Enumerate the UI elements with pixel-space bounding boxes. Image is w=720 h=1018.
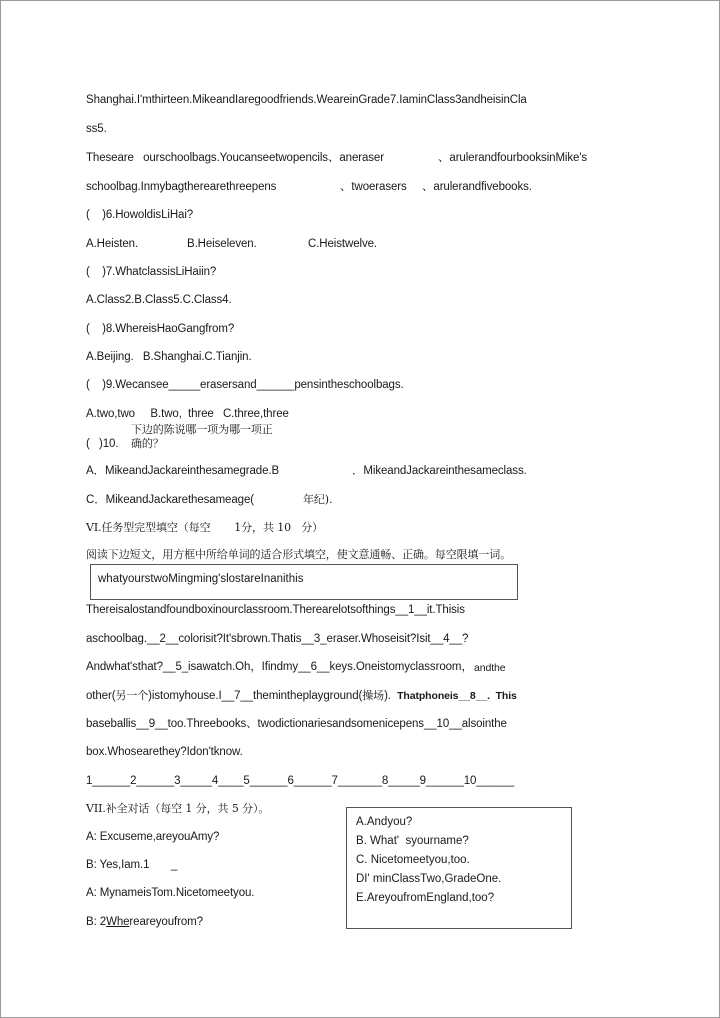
dialogue-line: A: Excuseme,areyouAmy? <box>86 831 220 843</box>
section-7-title: VII.补全对话（每空 1 分，共 5 分）。 <box>86 802 270 815</box>
question-10-text: 下边的陈说哪一项为哪一项正 <box>131 423 273 436</box>
options-8: A.Beijing. B.Shanghai.C.Tianjin. <box>86 351 252 363</box>
cloze-line: Andwhat'sthat?__5_isawatch.Oh，Ifindmy__6__keys.Oneistomyclassroom， <box>86 661 473 673</box>
dialogue-option: B. What' syourname? <box>356 835 469 847</box>
passage-line: 、arulerandfourbooksinMike's <box>438 152 588 164</box>
option-6c: C.Heistwelve. <box>308 238 377 250</box>
question-8: ( )8.WhereisHaoGangfrom? <box>86 323 235 335</box>
option-6b: B.Heiseleven. <box>187 238 257 250</box>
cloze-line: baseballis__9__too.Threebooks、twodictionariesandsomenicepens__10__alsointhe <box>86 718 507 730</box>
passage-line: 、arulerandfivebooks. <box>422 181 532 193</box>
cloze-line: andthe <box>474 662 506 674</box>
dialogue-option: DI' minClassTwo,GradeOne. <box>356 873 502 885</box>
option-6a: A.Heisten. <box>86 238 139 250</box>
option-10c-note: 年纪). <box>303 493 333 506</box>
passage-line: 、twoerasers <box>340 181 407 193</box>
dialogue-line: B: Yes,Iam.1 _ <box>86 859 178 871</box>
dialogue-line: B: 2Whereareyoufrom? <box>86 916 203 928</box>
question-9: ( )9.Wecansee_____erasersand______pensintheschoolbags. <box>86 379 404 391</box>
passage-line: Theseare ourschoolbags.Youcanseetwopencils、aneraser <box>86 152 384 164</box>
question-10-number: ( )10. <box>86 438 119 450</box>
section-6-title: VI.任务型完型填空（每空 1分，共 10 分） <box>86 521 324 534</box>
answer-blanks: 1______2______3_____4____5______6______7_______8_____9______10______ <box>86 775 515 787</box>
option-10b: ．MikeandJackareinthesameclass. <box>352 465 527 477</box>
question-7: ( )7.WhatclassisLiHaiin? <box>86 266 217 278</box>
cloze-line: other(另一个)istomyhouse.I__7__themintheplayground(操场). Thatphoneis__8__. This <box>86 689 517 702</box>
option-10c: C．MikeandJackarethesameage( <box>86 494 254 506</box>
word-box-words: whatyourstwoMingming'slostareInanithis <box>98 573 304 585</box>
dialogue-option: C. Nicetomeetyou,too. <box>356 854 470 866</box>
passage-line: schoolbag.Inmybagtherearethreepens <box>86 181 277 193</box>
cloze-line: aschoolbag.__2__colorisit?It'sbrown.Thatis__3_eraser.Whoseisit?Isit__4__? <box>86 633 469 645</box>
cloze-line: Thereisalostandfoundboxinourclassroom.Therearelotsofthings__1__it.Thisis <box>86 604 465 616</box>
cloze-line: box.Whosearethey?Idon'tknow. <box>86 746 243 758</box>
passage-line: ss5. <box>86 123 107 135</box>
passage-line: Shanghai.I'mthirteen.MikeandIaregoodfriends.WeareinGrade7.IaminClass3andheisinCla <box>86 94 527 106</box>
options-9: A.two,two B.two, three C.three,three <box>86 408 289 420</box>
option-10a: A．MikeandJackareinthesamegrade.B <box>86 465 280 477</box>
options-7: A.Class2.B.Class5.C.Class4. <box>86 294 232 306</box>
question-6: ( )6.HowoldisLiHai? <box>86 209 194 221</box>
section-6-instructions: 阅读下边短文，用方框中所给单词的适合形式填空，使文意通畅、正确。每空限填一词。 <box>86 548 512 561</box>
dialogue-option: E.AreyoufromEngland,too? <box>356 892 495 904</box>
question-10-text: 确的？ <box>131 437 164 450</box>
dialogue-line: A: MynameisTom.Nicetomeetyou. <box>86 887 255 899</box>
dialogue-option: A.Andyou? <box>356 816 413 828</box>
